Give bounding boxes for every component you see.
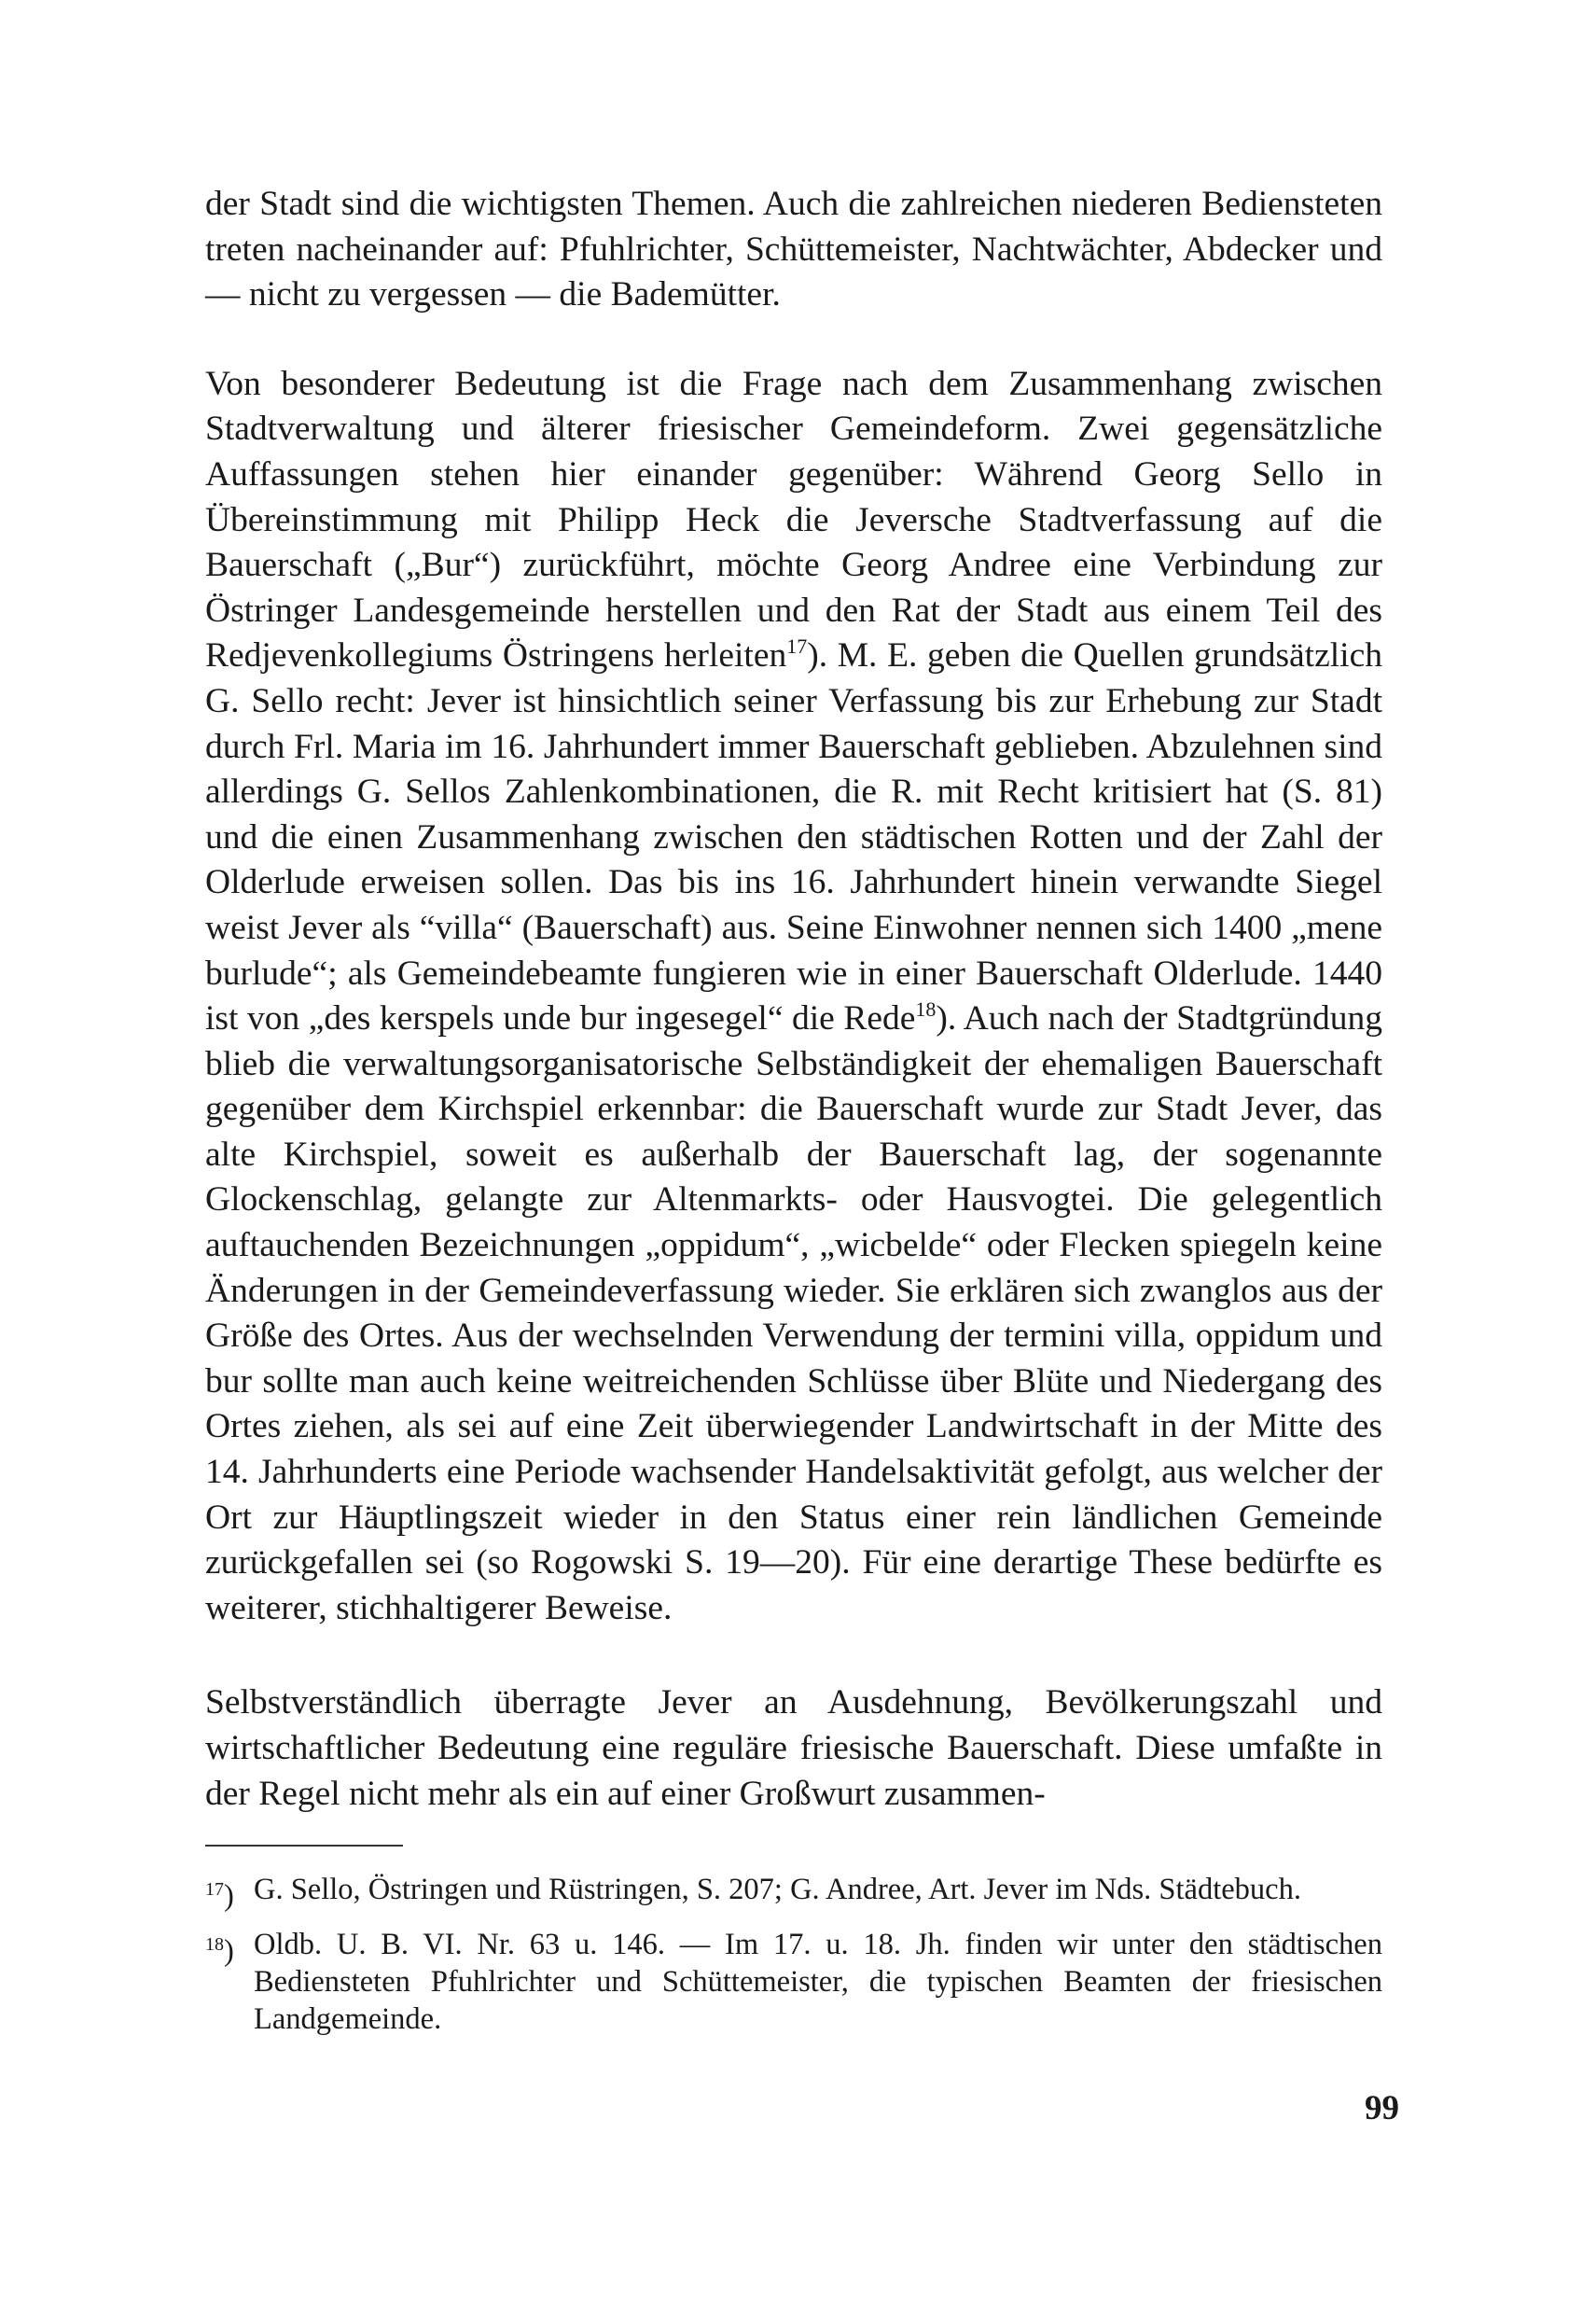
footnote-number: 17 bbox=[205, 1879, 224, 1901]
paragraph-3-text: Selbstverständlich überragte Jever an Ausdehnung, Bevölkerungszahl und wirtschaftlicher Bedeutung eine reguläre friesische Bauerschaft. Diese umfaßte in der Regel nicht mehr als ein auf einer Großwurt zusammen- bbox=[205, 1683, 1382, 1813]
footnote-text: Oldb. U. B. VI. Nr. 63 u. 146. — Im 17. u. 18. Jh. finden wir unter den städtischen Bediensteten Pfuhlrichter und Schüttemeister, die typischen Beamten der friesischen Landgemeinde. bbox=[254, 1928, 1382, 2037]
footnote-paren: ) bbox=[224, 1879, 234, 1914]
page-number: 99 bbox=[1365, 2089, 1399, 2127]
footnote-marker bbox=[205, 1871, 254, 1915]
footnote-paren: ) bbox=[224, 1934, 234, 1969]
footnote-number: 18 bbox=[205, 1934, 224, 1956]
footnote-18 bbox=[205, 1926, 1382, 2038]
paragraph-2-text-c: ). Auch nach der Stadtgründung blieb die verwaltungsorganisatorische Selbständigkeit der ehemaligen Bauerschaft gegenüber dem Kirchspiel erkennbar: die Bauerschaft wurde zur Stadt Jever, das alte Kirchspiel, soweit es außerhalb der Bauerschaft lag, der sogenannte Glockenschlag, gelangte zur Altenmarkts- oder Hausvogtei. Die gelegentlich auftauchenden Bezeichnungen „oppidum“, „wicbelde“ oder Flecken spiegeln keine Änderungen in der Gemeindeverfassung wieder. Sie erklären sich zwanglos aus der Größe des Ortes. Aus der wechselnden Verwendung der termini villa, oppidum und bur sollte man auch keine weitreichenden Schlüsse über Blüte und Niedergang des Ortes ziehen, als sei auf eine Zeit überwiegender Landwirtschaft in der Mitte des 14. Jahrhunderts eine Periode wachsender Handelsaktivität gefolgt, aus welcher der Ort zur Häuptlingszeit wieder in den Status einer rein ländlichen Gemeinde zurückgefallen sei (so Rogowski S. 19—20). Für eine derartige These bedürfte es weiterer, stichhaltigerer Beweise. bbox=[205, 999, 1382, 1627]
paragraph-1-text: der Stadt sind die wichtigsten Themen. Auch die zahlreichen niederen Bediensteten treten nacheinander auf: Pfuhlrichter, Schüttemeister, Nachtwächter, Abdecker und — nicht zu vergessen — die Bademütter. bbox=[205, 185, 1382, 314]
footnote-marker bbox=[205, 1926, 254, 2038]
paragraph-2 bbox=[205, 362, 1382, 1632]
paragraph-1 bbox=[205, 182, 1382, 318]
page-body bbox=[205, 182, 1382, 2049]
paragraph-3 bbox=[205, 1680, 1382, 1817]
footnote-text: G. Sello, Östringen und Rüstringen, S. 207; G. Andree, Art. Jever im Nds. Städtebuch. bbox=[254, 1873, 1301, 1907]
footnote-divider bbox=[205, 1845, 403, 1847]
footnote-ref-17[interactable]: 17 bbox=[786, 634, 808, 659]
footnote-ref-18[interactable]: 18 bbox=[915, 997, 937, 1022]
footnote-17 bbox=[205, 1871, 1382, 1915]
paragraph-2-text-a: Von besonderer Bedeutung ist die Frage nach dem Zusammenhang zwischen Stadtverwaltung und älterer friesischer Gemeindeform. Zwei gegensätzliche Auffassungen stehen hier einander gegenüber: Während Georg Sello in Übereinstimmung mit Philipp Heck die Jeversche Stadtverfassung auf die Bauerschaft („Bur“) zurückführt, möchte Georg Andree eine Verbindung zur Östringer Landesgemeinde herstellen und den Rat der Stadt aus einem Teil des Redjevenkollegiums Östringens herleiten bbox=[205, 364, 1382, 676]
paragraph-2-text-b: ). M. E. geben die Quellen grundsätzlich G. Sello recht: Jever ist hinsichtlich seiner Verfassung bis zur Erhebung zur Stadt durch Frl. Maria im 16. Jahrhundert immer Bauerschaft geblieben. Abzulehnen sind allerdings G. Sellos Zahlenkombinationen, die R. mit Recht kritisiert hat (S. 81) und die einen Zusammenhang zwischen den städtischen Rotten und der Zahl der Olderlude erweisen sollen. Das bis ins 16. Jahrhundert hinein verwandte Siegel weist Jever als “villa“ (Bauerschaft) aus. Seine Einwohner nennen sich 1400 „mene burlude“; als Gemeindebeamte fungieren wie in einer Bauerschaft Olderlude. 1440 ist von „des kerspels unde bur ingesegel“ die Rede bbox=[205, 636, 1382, 1039]
